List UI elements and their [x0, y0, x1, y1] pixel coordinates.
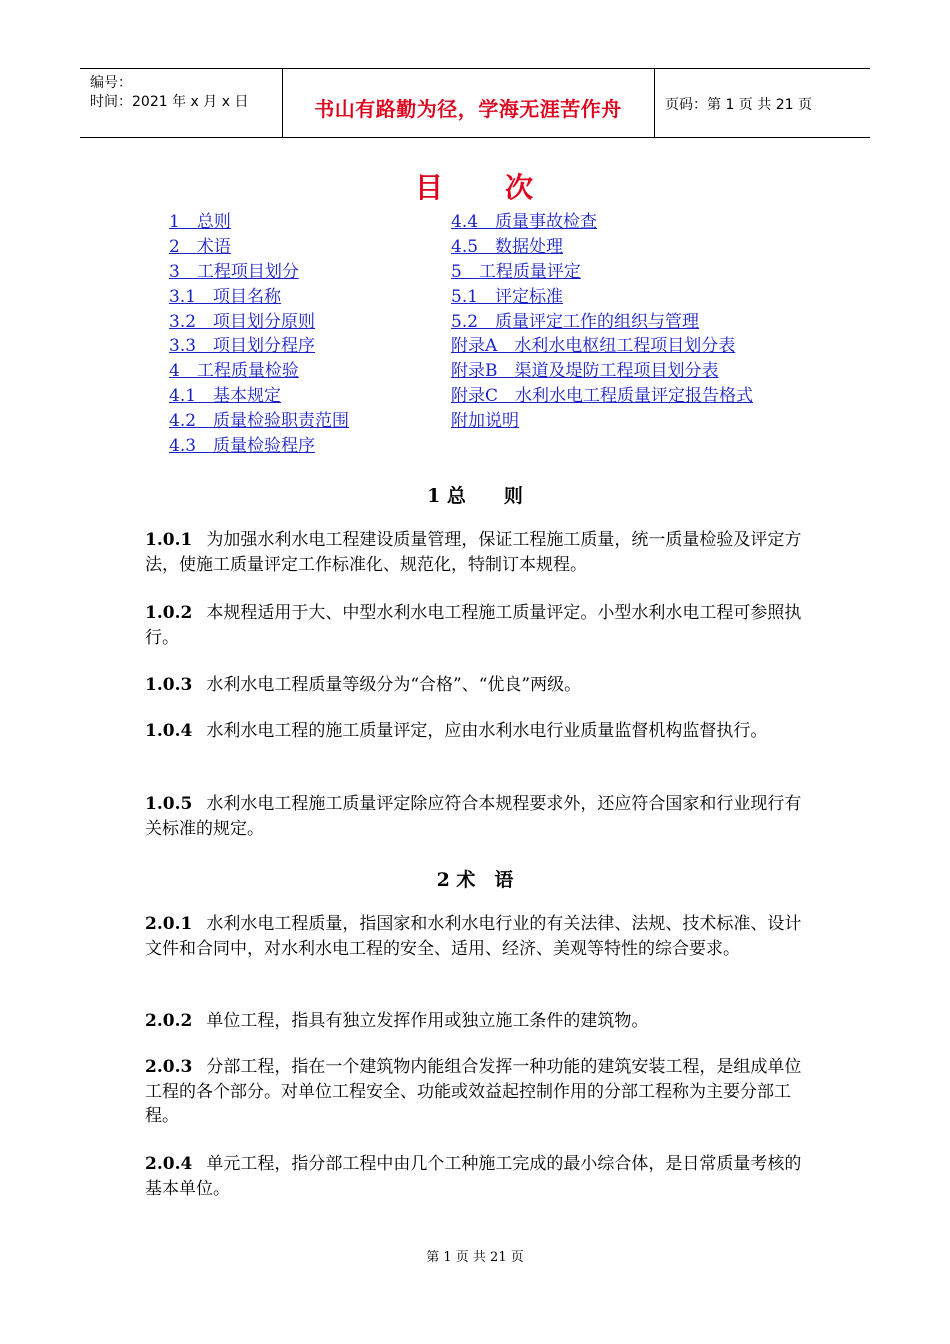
- toc-column-left: [169, 210, 349, 459]
- toc-link-accident-check[interactable]: 4.4 质量事故检查: [451, 212, 598, 232]
- toc-link-assessment-standard[interactable]: 5.1 评定标准: [451, 286, 564, 307]
- clause: [145, 792, 810, 841]
- clause: [145, 1152, 810, 1201]
- time-label: 时间：2021 年 x 月 x 日: [90, 94, 249, 110]
- number-label: 编号：: [90, 75, 132, 91]
- clause: [145, 1009, 810, 1034]
- toc-link-quality-assessment[interactable]: 5 工程质量评定: [451, 261, 581, 282]
- toc-link-basic-rules[interactable]: 4.1 基本规定: [169, 386, 282, 407]
- toc-link-additional-notes[interactable]: 附加说明: [451, 411, 519, 432]
- toc-link-appendix-a[interactable]: 附录A 水利水电枢纽工程项目划分表: [451, 336, 736, 357]
- section-heading-terms: 2 术 语: [436, 869, 514, 891]
- clause: [145, 719, 810, 744]
- clause-number: 2.0.3: [145, 1057, 193, 1077]
- clause: [145, 1055, 810, 1129]
- clause-number: 2.0.4: [145, 1154, 193, 1174]
- clause-text: 单元工程，指分部工程中由几个工种施工完成的最小综合体，是日常质量考核的基本单位。: [145, 1154, 802, 1199]
- page-footer: 第 1 页 共 21 页: [426, 1250, 524, 1265]
- toc-link-division-procedure[interactable]: 3.3 项目划分程序: [169, 336, 316, 357]
- toc-link-terms[interactable]: 2 术语: [169, 236, 231, 257]
- toc-link-division-principle[interactable]: 3.2 项目划分原则: [169, 311, 316, 332]
- toc-link-general[interactable]: 1 总则: [169, 212, 231, 232]
- toc-link-project-division[interactable]: 3 工程项目划分: [169, 261, 299, 282]
- header-page-cell: [655, 69, 870, 137]
- toc-link-quality-inspection[interactable]: 4 工程质量检验: [169, 361, 299, 382]
- clause: [145, 528, 810, 577]
- toc-link-appendix-c[interactable]: 附录C 水利水电工程质量评定报告格式: [451, 386, 754, 407]
- header-motto-cell: [282, 69, 655, 137]
- clause-text: 水利水电工程施工质量评定除应符合本规程要求外，还应符合国家和行业现行有关标准的规定。: [145, 794, 802, 839]
- section-heading-general: 1 总 则: [427, 485, 523, 507]
- page-code: 页码：第 1 页 共 21 页: [665, 97, 812, 113]
- toc-title: 目 次: [414, 171, 535, 204]
- clause-number: 2.0.1: [145, 914, 193, 934]
- toc-link-inspection-duties[interactable]: 4.2 质量检验职责范围: [169, 411, 350, 432]
- toc-link-inspection-procedure[interactable]: 4.3 质量检验程序: [169, 436, 316, 457]
- clause-number: 1.0.5: [145, 794, 193, 814]
- clause: [145, 673, 810, 698]
- toc-link-project-name[interactable]: 3.1 项目名称: [169, 286, 282, 307]
- clause-text: 本规程适用于大、中型水利水电工程施工质量评定。小型水利水电工程可参照执行。: [145, 603, 802, 648]
- header-info-cell: [80, 69, 283, 137]
- toc-column-right: [451, 210, 753, 434]
- clause-text: 单位工程，指具有独立发挥作用或独立施工条件的建筑物。: [206, 1011, 649, 1031]
- clause-number: 1.0.1: [145, 530, 193, 550]
- clause-text: 水利水电工程质量，指国家和水利水电行业的有关法律、法规、技术标准、设计文件和合同中，对水利水电工程的安全、适用、经济、美观等特性的综合要求。: [145, 914, 802, 959]
- clause-text: 分部工程，指在一个建筑物内能组合发挥一种功能的建筑安装工程，是组成单位工程的各个部分。对单位工程安全、功能或效益起控制作用的分部工程称为主要分部工程。: [145, 1057, 802, 1126]
- document-header: [80, 68, 870, 138]
- clause-number: 1.0.4: [145, 721, 193, 741]
- toc-link-appendix-b[interactable]: 附录B 渠道及堤防工程项目划分表: [451, 361, 719, 382]
- clause-number: 1.0.2: [145, 603, 193, 623]
- motto-text: 书山有路勤为径，学海无涯苦作舟: [314, 97, 622, 121]
- clause-number: 1.0.3: [145, 675, 193, 695]
- clause-number: 2.0.2: [145, 1011, 193, 1031]
- toc-link-data-processing[interactable]: 4.5 数据处理: [451, 236, 564, 257]
- clause-text: 水利水电工程的施工质量评定，应由水利水电行业质量监督机构监督执行。: [206, 721, 768, 741]
- clause: [145, 601, 810, 650]
- clause-text: 为加强水利水电工程建设质量管理，保证工程施工质量，统一质量检验及评定方法，使施工质量评定工作标准化、规范化，特制订本规程。: [145, 530, 802, 575]
- clause-text: 水利水电工程质量等级分为“合格”、“优良”两级。: [206, 675, 582, 695]
- toc-link-assessment-organization[interactable]: 5.2 质量评定工作的组织与管理: [451, 311, 700, 332]
- clause: [145, 912, 810, 961]
